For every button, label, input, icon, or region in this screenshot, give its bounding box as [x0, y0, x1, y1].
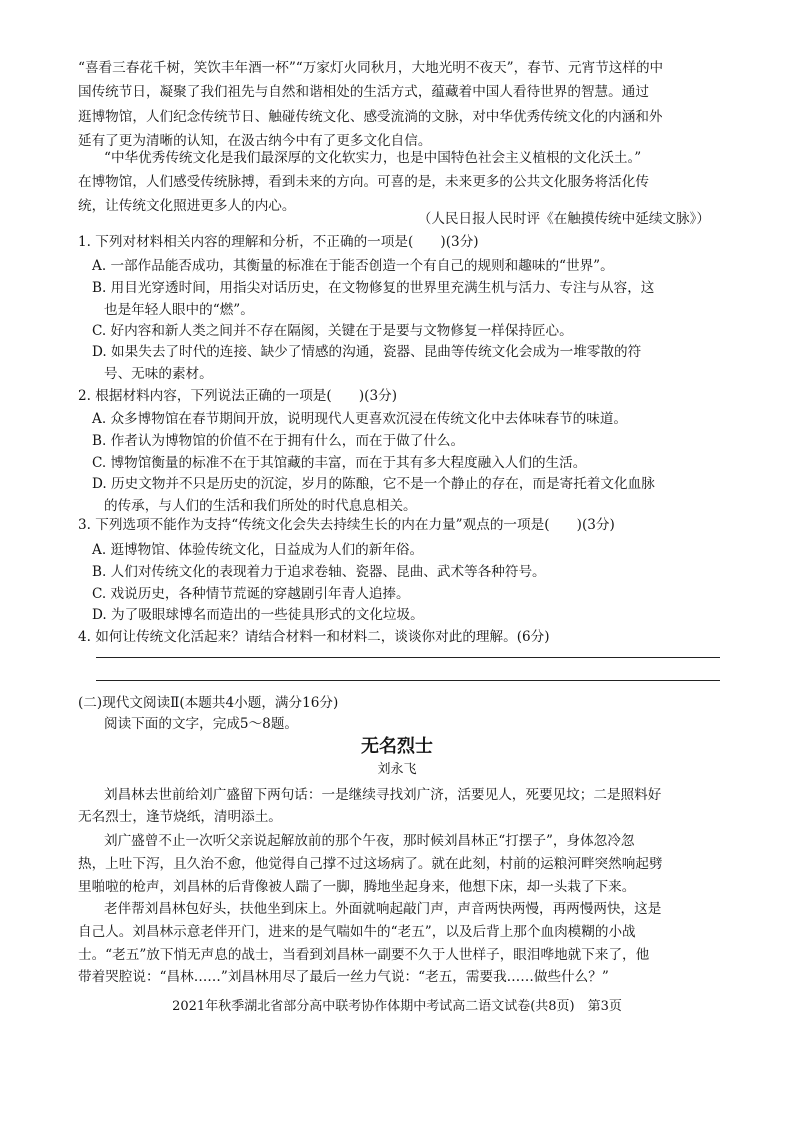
question-1-option-d-cont: 号、无味的素材。 [104, 366, 213, 382]
question-2-option-b: B. 作者认为博物馆的价值不在于拥有什么，而在于做了什么。 [92, 433, 465, 449]
story-author: 刘永飞 [377, 762, 417, 777]
section-instruction: 阅读下面的文字，完成5～8题。 [104, 716, 299, 732]
question-1-option-b-cont: 也是年轻人眼中的“燃”。 [104, 302, 254, 318]
story-line: 刘广盛曾不止一次听父亲说起解放前的那个午夜，那时候刘昌林正“打摆子”，身体忽冷忽 [104, 833, 635, 849]
question-3-option-a: A. 逛博物馆、体验传统文化，日益成为人们的新年俗。 [92, 542, 424, 558]
question-2-option-d-cont: 的传承，与人们的生活和我们所处的时代息息相关。 [104, 498, 417, 514]
question-1-option-c: C. 好内容和新人类之间并不存在隔阂，关键在于是要与文物修复一样保持匠心。 [92, 323, 573, 339]
passage-line: 延有了更为清晰的认知，在汲古纳今中有了更多文化自信。 [78, 133, 432, 149]
story-title: 无名烈士 [361, 736, 433, 757]
passage-line: “喜看三春花千树，笑饮丰年酒一杯”“万家灯火同秋月，大地光明不夜天”，春节、元宵节这样的中 [78, 60, 664, 76]
story-line: 刘昌林去世前给刘广盛留下两句话：一是继续寻找刘广济，活要见人，死要见坟；二是照料好 [104, 787, 662, 803]
question-1-option-d: D. 如果失去了时代的连接、缺少了情感的沟通，瓷器、昆曲等传统文化会成为一堆零散的符 [92, 344, 642, 360]
passage-line: “中华优秀传统文化是我们最深厚的文化软实力，也是中国特色社会主义植根的文化沃土。” [104, 150, 642, 166]
page-footer: 2021年秋季湖北省部分高中联考协作体期中考试高二语文试卷(共8页) 第3页 [172, 999, 622, 1014]
section-heading: (二)现代文阅读Ⅱ(本题共4小题，满分16分) [78, 695, 339, 711]
question-2-option-c: C. 博物馆衡量的标准不在于其馆藏的丰富，而在于其有多大程度融入人们的生活。 [92, 455, 587, 471]
question-1-option-a: A. 一部作品能否成功，其衡量的标准在于能否创造一个有自己的规则和趣味的“世界”。 [92, 258, 614, 274]
story-line: 士。“老五”放下悄无声息的战士，当看到刘昌林一副要不久于人世样子，眼泪哗地就下来了，他 [78, 947, 650, 963]
question-4-stem: 4. 如何让传统文化活起来？请结合材料一和材料二，谈谈你对此的理解。(6分) [78, 629, 550, 645]
question-3-stem: 3. 下列选项不能作为支持“传统文化会失去持续生长的内在力量”观点的一项是( )(3分) [78, 517, 615, 533]
story-line: 带着哭腔说：“昌林……”刘昌林用尽了最后一丝力气说：“老五，需要我……做些什么？” [78, 969, 609, 985]
passage-line: 国传统节日，凝聚了我们祖先与自然和谐相处的生活方式，蕴藏着中国人看待世界的智慧。通过 [78, 84, 649, 100]
source-citation: （人民日报人民时评《在触摸传统中延续文脉》） [417, 211, 710, 227]
question-3-option-d: D. 为了吸眼球博名而造出的一些徒具形式的文化垃圾。 [92, 607, 424, 623]
passage-line: 统，让传统文化照进更多人的内心。 [78, 198, 296, 214]
answer-line [96, 680, 720, 681]
story-line: 自己人。刘昌林示意老伴开门，进来的是气喘如牛的“老五”，以及后背上那个血肉模糊的小战 [78, 924, 636, 940]
question-2-option-d: D. 历史文物并不只是历史的沉淀，岁月的陈酿，它不是一个静止的存在，而是寄托着文化血脉 [92, 476, 655, 492]
question-3-option-b: B. 人们对传统文化的表现着力于追求卷轴、瓷器、昆曲、武术等各种符号。 [92, 564, 546, 580]
answer-line [96, 657, 720, 658]
passage-line: 逛博物馆，人们纪念传统节日、触碰传统文化、感受流淌的文脉，对中华优秀传统文化的内涵和外 [78, 109, 663, 125]
question-2-option-a: A. 众多博物馆在春节期间开放，说明现代人更喜欢沉浸在传统文化中去体味春节的味道。 [92, 411, 628, 427]
passage-line: 在博物馆，人们感受传统脉搏，看到未来的方向。可喜的是，未来更多的公共文化服务将活化传 [78, 174, 649, 190]
question-1-stem: 1. 下列对材料相关内容的理解和分析，不正确的一项是( )(3分) [78, 234, 479, 250]
story-line: 老伴帮刘昌林包好头，扶他坐到床上。外面就响起敲门声，声音两快两慢，再两慢两快，这是 [104, 901, 662, 917]
question-2-stem: 2. 根据材料内容，下列说法正确的一项是( )(3分) [78, 388, 398, 404]
story-line: 无名烈士，逢节烧纸，清明添土。 [78, 809, 282, 825]
story-line: 里啪啦的枪声，刘昌林的后背像被人踹了一脚，腾地坐起身来，他想下床，却一头栽了下来。 [78, 879, 636, 895]
question-3-option-c: C. 戏说历史，各种情节荒诞的穿越剧引年青人追捧。 [92, 586, 410, 602]
question-1-option-b: B. 用目光穿透时间，用指尖对话历史，在文物修复的世界里充满生机与活力、专注与从容，这 [92, 280, 655, 296]
story-line: 热，上吐下泻，且久治不愈，他觉得自己撑不过这场病了。就在此刻，村前的运粮河畔突然响起劈 [78, 856, 663, 872]
